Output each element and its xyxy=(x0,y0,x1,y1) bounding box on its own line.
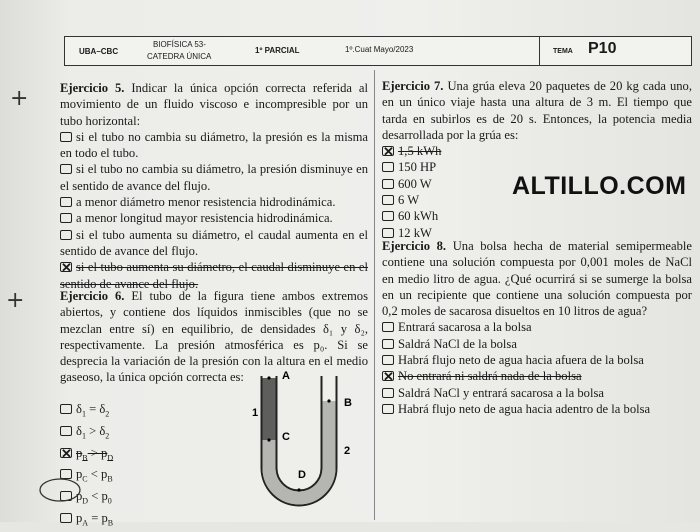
o: 2 xyxy=(105,409,110,419)
exercise-6-options xyxy=(60,401,260,532)
o: A xyxy=(82,518,89,528)
checkbox[interactable] xyxy=(382,162,394,172)
exercise-title: Ejercicio 5. xyxy=(60,81,125,95)
option[interactable] xyxy=(382,208,692,224)
o: B xyxy=(107,474,113,484)
exercise-statement: Una grúa eleva 20 paquetes de 20 kg cada uno, en un único viaje hasta una altura de 3 m. El tiempo que tarda en subirlos es de 20 s. Entonces, la potencia media desarrollada por la grúa es: xyxy=(382,79,692,142)
tema-value: P10 xyxy=(588,40,617,57)
checkbox[interactable] xyxy=(60,404,72,414)
handwritten-mark: + xyxy=(10,86,29,111)
option-text: Habrá flujo neto de agua hacia afuera de la bolsa xyxy=(398,353,644,368)
label-B: B xyxy=(344,397,352,409)
checkbox-crossed[interactable] xyxy=(60,448,72,458)
course-line2: CATEDRA ÚNICA xyxy=(147,52,212,61)
option-text: 1,5 kWh xyxy=(398,144,442,159)
watermark: ALTILLO.COM xyxy=(512,172,687,200)
exercise-5 xyxy=(60,80,368,292)
o: < p xyxy=(87,467,108,482)
option-text: Habrá flujo neto de agua hacia adentro de la bolsa xyxy=(398,401,651,416)
option[interactable] xyxy=(60,161,368,194)
label-D: D xyxy=(298,469,306,481)
o: > δ xyxy=(85,423,106,438)
course-line1: BIOFÍSICA 53- xyxy=(153,40,206,49)
option[interactable] xyxy=(60,466,260,488)
label-1: 1 xyxy=(252,407,259,419)
checkbox-crossed[interactable] xyxy=(60,262,72,272)
option[interactable] xyxy=(60,488,260,510)
label-C: C xyxy=(282,431,290,443)
checkbox[interactable] xyxy=(60,164,72,174)
o: C xyxy=(82,474,88,484)
checkbox[interactable] xyxy=(60,197,72,207)
option-text: si el tubo aumenta su diámetro, el caudal aumenta en el sentido de avance del flujo. xyxy=(60,227,368,258)
option[interactable] xyxy=(382,336,692,352)
handwritten-circle xyxy=(36,476,89,506)
u-tube-figure xyxy=(248,368,358,508)
o: 0 xyxy=(107,496,112,506)
option-text: Saldrá NaCl y entrará sacarosa a la bolsa xyxy=(398,385,604,400)
institution: UBA–CBC xyxy=(79,47,119,56)
option[interactable] xyxy=(382,385,692,401)
checkbox[interactable] xyxy=(60,426,72,436)
option-selected[interactable] xyxy=(60,259,368,292)
option-text: 6 W xyxy=(398,193,420,208)
handwritten-mark: + xyxy=(6,288,25,313)
o: > p xyxy=(87,445,108,460)
o: p xyxy=(76,511,83,526)
option[interactable] xyxy=(60,129,368,162)
checkbox[interactable] xyxy=(60,213,72,223)
exercise-statement: Indicar la única opción correcta referida al movimiento de un fluido viscoso e incompresible por un tubo horizontal: xyxy=(60,81,368,128)
option[interactable] xyxy=(382,319,692,335)
option-selected[interactable] xyxy=(382,143,692,159)
option-text: No entrará ni saldrá nada de la bolsa xyxy=(398,369,582,384)
label-A: A xyxy=(282,370,290,382)
o: p xyxy=(76,467,83,482)
o: p xyxy=(76,445,83,460)
option-text: si el tubo no cambia su diámetro, la presión es la misma en todo el tubo. xyxy=(60,129,368,161)
option-text: 600 W xyxy=(398,176,432,191)
checkbox[interactable] xyxy=(382,179,394,189)
o: = p xyxy=(88,511,108,526)
option[interactable] xyxy=(60,423,260,445)
o: p xyxy=(76,489,83,504)
o: δ xyxy=(76,423,82,438)
option[interactable] xyxy=(382,401,692,417)
exercise-7 xyxy=(382,78,692,241)
checkbox[interactable] xyxy=(382,228,394,238)
exercise-statement: Una bolsa hecha de material semipermeable contiene una solución compuesta por 0,001 moles de NaCl en medio litro de agua. ¿Qué ocurrirá si se sumerge la bolsa en un recipiente que contiene una solución compuesta por 0,2 moles de sacarosa disueltos en 10 litros de agua? xyxy=(382,239,692,319)
column-divider xyxy=(374,70,375,520)
option-text: 12 kW xyxy=(398,225,432,240)
tema-label: TEMA xyxy=(553,48,573,55)
checkbox[interactable] xyxy=(60,230,72,240)
exam-period: 1º.Cuat Mayo/2023 xyxy=(345,45,414,54)
checkbox[interactable] xyxy=(382,404,394,414)
exam-header xyxy=(64,36,692,66)
option-text: si el tubo aumenta su diámetro, el caudal disminuye en el sentido de avance del flujo. xyxy=(60,260,368,291)
o: < p xyxy=(88,489,108,504)
checkbox[interactable] xyxy=(382,195,394,205)
checkbox[interactable] xyxy=(382,355,394,365)
o: 1 xyxy=(81,409,86,419)
option[interactable] xyxy=(60,401,260,423)
o: δ xyxy=(76,402,82,416)
option-selected[interactable] xyxy=(60,445,260,467)
checkbox-crossed[interactable] xyxy=(382,371,394,381)
o: 2 xyxy=(105,431,110,441)
label-2: 2 xyxy=(344,445,351,457)
exam-name: 1º PARCIAL xyxy=(255,46,300,55)
exercise-title: Ejercicio 6. xyxy=(60,289,125,303)
option[interactable] xyxy=(60,510,260,532)
o: B xyxy=(82,453,88,463)
exercise-8 xyxy=(382,238,692,417)
checkbox[interactable] xyxy=(382,339,394,349)
checkbox[interactable] xyxy=(60,132,72,142)
o: 1 xyxy=(81,431,86,441)
exercise-title: Ejercicio 7. xyxy=(382,79,444,93)
option-text: 150 HP xyxy=(398,160,437,175)
checkbox-crossed[interactable] xyxy=(382,146,394,156)
option[interactable] xyxy=(382,352,692,368)
checkbox[interactable] xyxy=(382,322,394,332)
option-text: a menor longitud mayor resistencia hidrodinámica. xyxy=(76,211,333,226)
option-text: Entrará sacarosa a la bolsa xyxy=(398,320,532,335)
o: D xyxy=(82,496,89,506)
o: D xyxy=(107,453,114,463)
o: = δ xyxy=(85,402,106,416)
checkbox[interactable] xyxy=(382,388,394,398)
o: B xyxy=(107,518,114,528)
option[interactable] xyxy=(60,194,368,210)
checkbox[interactable] xyxy=(382,211,394,221)
option-text: 60 kWh xyxy=(398,209,439,224)
option-text: a menor diámetro menor resistencia hidrodinámica. xyxy=(76,195,336,210)
exercise-statement: El tubo de la figura tiene ambos extremos abiertos, y contiene dos líquidos inmiscibles (que no se mezclan entre sí) en equilibrio, de densidades δ₁ y δ₂, respectivamente. La presión atmosférica es p₀. Si se desprecia la variación de la presión con la altura en el medio gaseoso, la única opción correcta es: xyxy=(60,289,368,385)
exercise-title: Ejercicio 8. xyxy=(382,239,447,253)
option-text: Saldrá NaCl de la bolsa xyxy=(398,336,517,351)
option-text: si el tubo no cambia su diámetro, la presión disminuye en el sentido de avance del flujo. xyxy=(60,162,368,193)
header-divider xyxy=(539,37,540,65)
option-selected[interactable] xyxy=(382,368,692,384)
option[interactable] xyxy=(60,227,368,260)
option[interactable] xyxy=(60,210,368,226)
